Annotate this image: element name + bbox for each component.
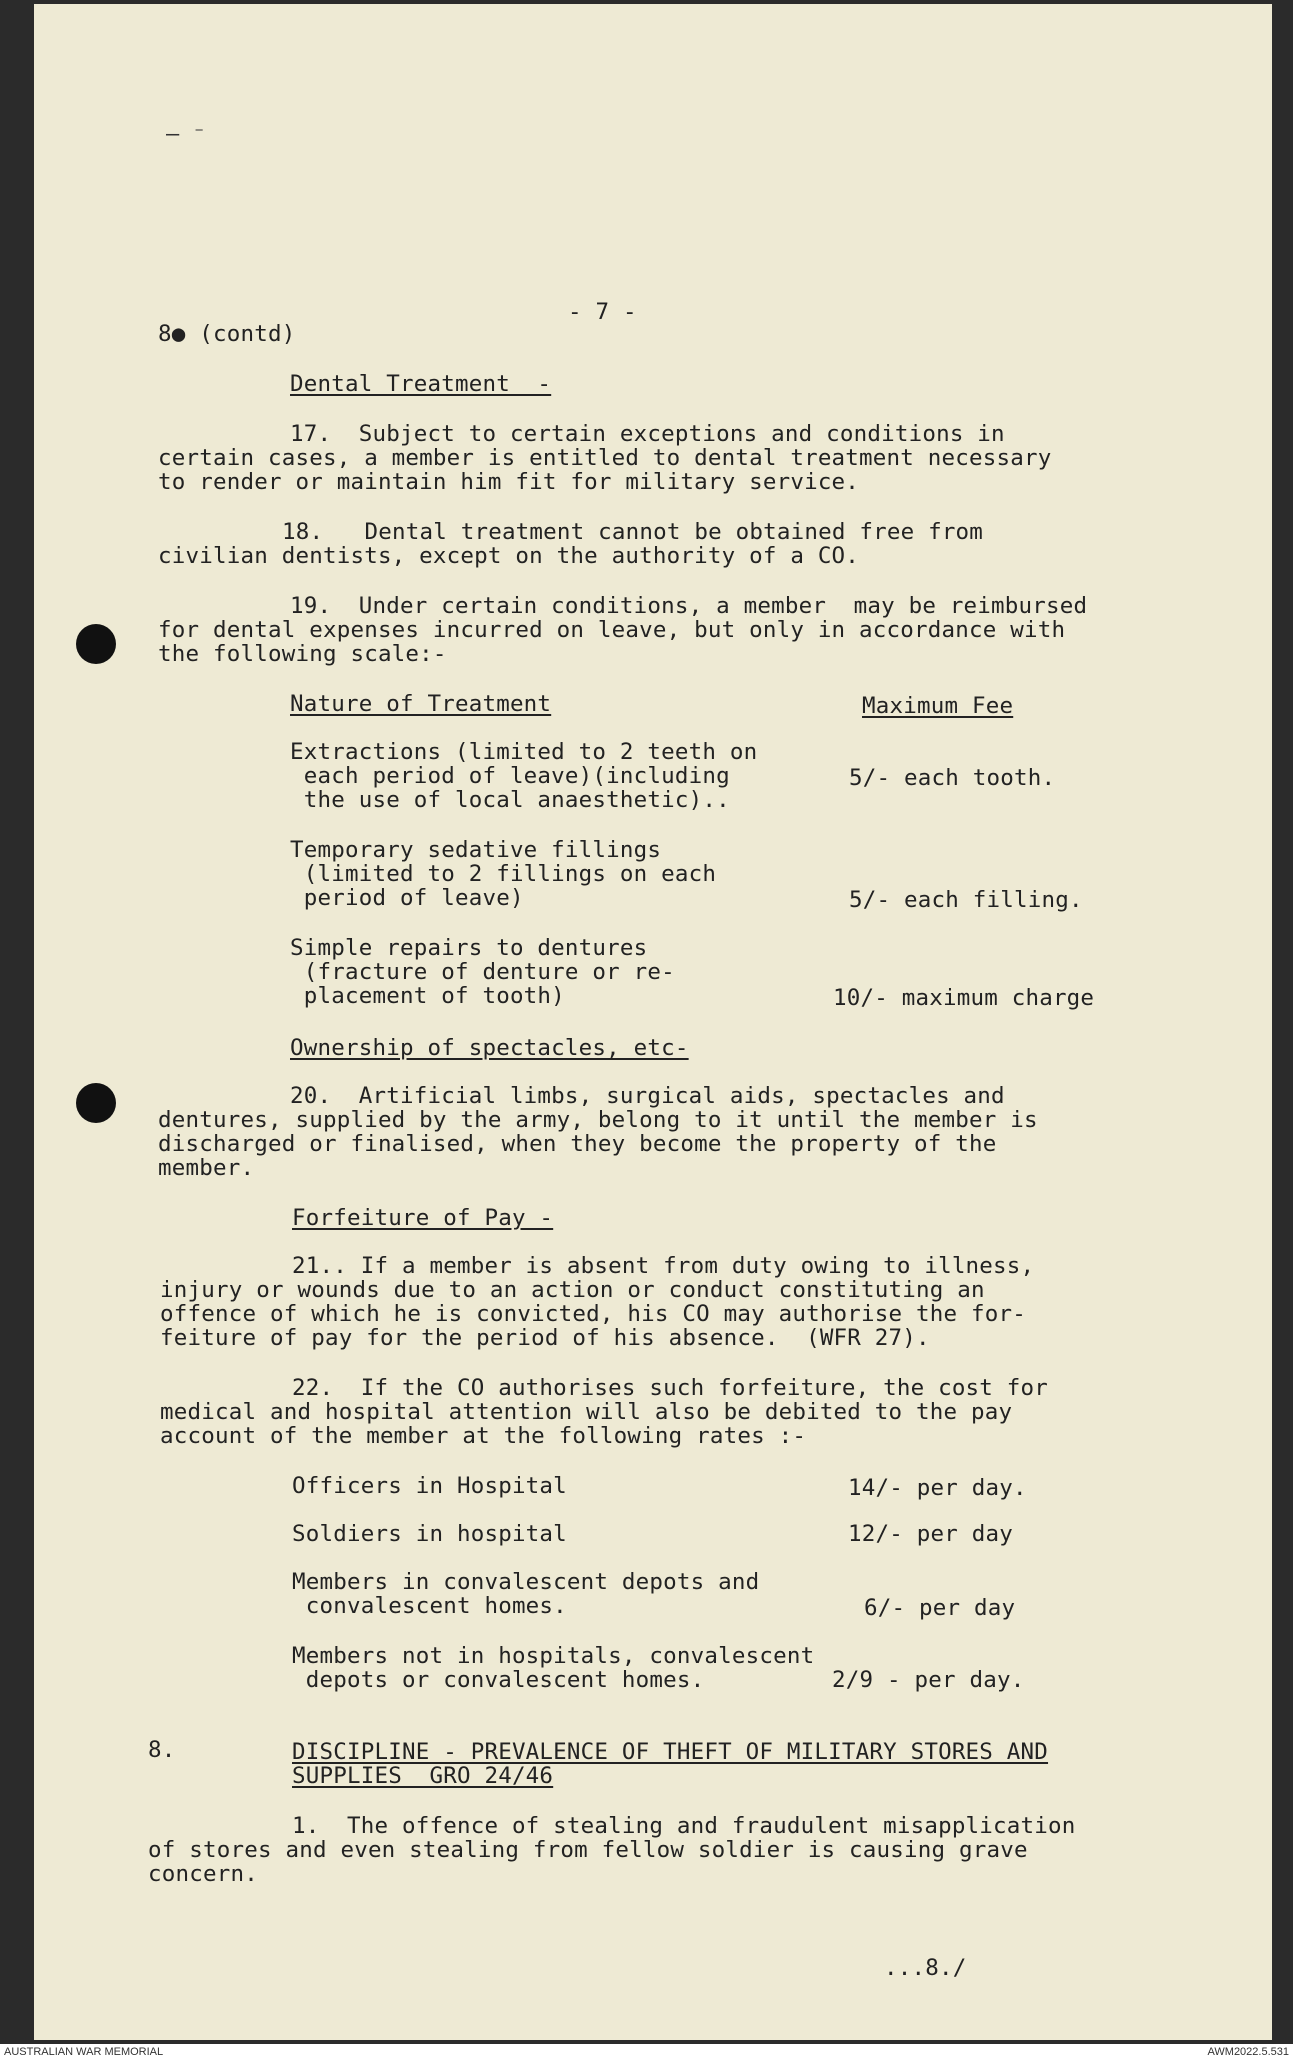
dental-row-text: Temporary sedative fillings	[290, 837, 662, 863]
para-20-line: 20. Artificial limbs, surgical aids, spectacles and	[290, 1083, 1005, 1109]
footer-institution: AUSTRALIAN WAR MEMORIAL	[4, 2046, 164, 2058]
dental-row-text: (limited to 2 fillings on each	[290, 861, 717, 887]
heading-ownership: Ownership of spectacles, etc-	[290, 1035, 689, 1061]
rate-row-text: convalescent homes.	[292, 1593, 567, 1619]
section-number: 8.	[148, 1737, 176, 1763]
section-contd: 8● (contd)	[158, 321, 296, 347]
rate-row-text: Soldiers in hospital	[292, 1521, 567, 1547]
heading-forfeiture: Forfeiture of Pay -	[292, 1205, 554, 1231]
para-20-line: member.	[158, 1155, 255, 1181]
rate-row-text: depots or convalescent homes.	[292, 1667, 705, 1693]
rate-row-value: 12/- per day	[848, 1521, 1013, 1547]
para-19-line: for dental expenses incurred on leave, but only in accordance with	[158, 617, 1066, 643]
para-1-line: concern.	[148, 1861, 258, 1887]
rate-row-value: 14/- per day.	[848, 1475, 1027, 1501]
para-17-line: 17. Subject to certain exceptions and conditions in	[290, 421, 1005, 447]
dental-row-text: Simple repairs to dentures	[290, 935, 648, 961]
dental-row-fee: 10/- maximum charge	[833, 985, 1095, 1011]
para-1-line: 1. The offence of stealing and fraudulent misapplication	[292, 1813, 1076, 1839]
dental-row-fee: 5/- each filling.	[849, 887, 1083, 913]
document-page	[34, 4, 1272, 2040]
dental-row-text: each period of leave)(including	[290, 763, 730, 789]
para-18-line: 18. Dental treatment cannot be obtained free from	[282, 519, 984, 545]
stray-mark: ‒ ⁻	[166, 122, 206, 147]
footer-reference: AWM2022.5.531	[1207, 2046, 1289, 2058]
dental-row-text: (fracture of denture or re-	[290, 959, 675, 985]
heading-discipline: SUPPLIES GRO 24/46	[292, 1763, 554, 1789]
dental-row-fee: 5/- each tooth.	[849, 765, 1056, 791]
page-number: - 7 -	[568, 299, 637, 325]
para-22-line: medical and hospital attention will also be debited to the pay	[160, 1399, 1013, 1425]
dental-row-text: period of leave)	[290, 885, 524, 911]
para-1-line: of stores and even stealing from fellow soldier is causing grave	[148, 1837, 1028, 1863]
para-18-line: civilian dentists, except on the authority of a CO.	[158, 543, 860, 569]
rate-row-text: Officers in Hospital	[292, 1473, 567, 1499]
para-17-line: to render or maintain him fit for military service.	[158, 469, 860, 495]
dental-row-text: placement of tooth)	[290, 983, 565, 1009]
para-19-line: 19. Under certain conditions, a member may be reimbursed	[290, 593, 1088, 619]
col-header-fee: Maximum Fee	[862, 693, 1014, 719]
para-21-line: offence of which he is convicted, his CO may authorise the for-	[160, 1301, 1027, 1327]
para-21-line: 21.. If a member is absent from duty owing to illness,	[292, 1253, 1035, 1279]
rate-row-text: Members not in hospitals, convalescent	[292, 1643, 815, 1669]
col-header-treatment: Nature of Treatment	[290, 691, 552, 717]
para-17-line: certain cases, a member is entitled to dental treatment necessary	[158, 445, 1052, 471]
para-22-line: 22. If the CO authorises such forfeiture, the cost for	[292, 1375, 1049, 1401]
punch-hole-bottom	[76, 1083, 116, 1123]
para-21-line: feiture of pay for the period of his absence. (WFR 27).	[160, 1325, 930, 1351]
para-19-line: the following scale:-	[158, 641, 447, 667]
rate-row-value: 6/- per day	[864, 1595, 1016, 1621]
archive-footer	[0, 2044, 1293, 2061]
dental-row-text: Extractions (limited to 2 teeth on	[290, 739, 758, 765]
rate-row-value: 2/9 - per day.	[832, 1667, 1025, 1693]
dental-row-text: the use of local anaesthetic)..	[290, 787, 730, 813]
heading-dental-treatment: Dental Treatment -	[290, 371, 552, 397]
continuation-mark: ...8./	[884, 1955, 967, 1981]
heading-discipline: DISCIPLINE - PREVALENCE OF THEFT OF MILITARY STORES AND	[292, 1739, 1049, 1765]
para-21-line: injury or wounds due to an action or conduct constituting an	[160, 1277, 985, 1303]
para-20-line: dentures, supplied by the army, belong to it until the member is	[158, 1107, 1038, 1133]
punch-hole-top	[76, 624, 116, 664]
rate-row-text: Members in convalescent depots and	[292, 1569, 760, 1595]
para-22-line: account of the member at the following rates :-	[160, 1423, 807, 1449]
para-20-line: discharged or finalised, when they become the property of the	[158, 1131, 997, 1157]
